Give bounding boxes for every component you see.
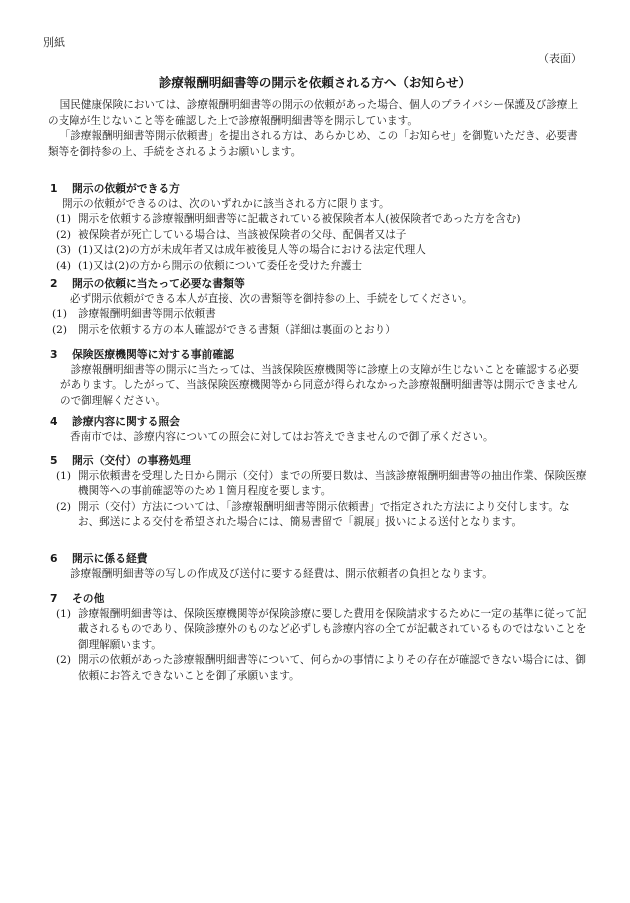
item-marker: (1): [56, 213, 72, 225]
section-title: 診療内容に関する照会: [72, 415, 180, 428]
section-heading: [48, 347, 588, 363]
section-heading: [48, 453, 588, 469]
item-marker: (4): [56, 259, 72, 272]
intro: [48, 98, 588, 160]
section-eligible-requesters: [48, 181, 588, 274]
item-text: 開示依頼書を受理した日から開示（交付）までの所要日数は、当該診療報酬明細書等の抽出作業、保険医療機関等への事前確認等のため１箇月程度を要します。: [78, 469, 587, 497]
section-costs: [48, 551, 588, 582]
item-text: 開示の依頼があった診療報酬明細書等について、何らかの事情によりその存在が確認できない場合には、御依頼にお答えできないことを御了承願います。: [78, 654, 586, 682]
section-title: 開示に係る経費: [72, 552, 148, 565]
list-item: [48, 228, 588, 244]
list-item: [48, 469, 588, 500]
item-marker: (2): [56, 500, 72, 513]
item-text: 開示を依頼する診療報酬明細書等に記載されている被保険者本人(被保険者であった方を含む): [78, 213, 521, 225]
list-item: [48, 653, 588, 684]
item-text: (1)又は(2)の方が未成年者又は成年被後見人等の場合における法定代理人: [78, 244, 426, 256]
list-item: [48, 212, 588, 228]
document-title: 診療報酬明細書等の開示を依頼される方へ（お知らせ）: [158, 75, 472, 90]
list-item: [48, 500, 588, 531]
section-text: 開示の依頼ができるのは、次のいずれかに該当される方に限ります。: [62, 197, 390, 210]
side-label: （表面）: [538, 52, 582, 65]
intro-paragraph: 「診療報酬明細書等開示依頼書」を提出される方は、あらかじめ、この「お知らせ」を御覧いただき、必要書類等を御持参の上、手続をされるようお願いします。: [48, 130, 578, 158]
list-item: [48, 243, 588, 259]
section-prior-confirmation: [48, 347, 588, 409]
item-text: 開示を依頼する方の本人確認ができる書類（詳細は裏面のとおり）: [78, 323, 396, 336]
section-title: 開示の依頼ができる方: [72, 182, 180, 195]
section-number: 4: [50, 415, 58, 428]
section-title: 開示（交付）の事務処理: [72, 454, 191, 467]
section-heading: [48, 414, 588, 430]
intro-paragraph: 国民健康保険においては、診療報酬明細書等の開示の依頼があった場合、個人のプライバシー保護及び診療上の支障が生じないこと等を確認した上で診療報酬明細書等を開示しています。: [48, 99, 579, 127]
section-text: 診療報酬明細書等の開示に当たっては、当該保険医療機関等に診療上の支障が生じないことを確認する必要があります。したがって、当該保険医療機関等から同意が得られなかった診療報酬明細書等は開示できませんので御理解ください。: [60, 363, 580, 407]
section-other: [48, 591, 588, 684]
item-text: 診療報酬明細書等は、保険医療機関等が保険診療に要した費用を保険請求するために一定の基準に従って記載されるものであり、保険診療外のものなど必ずしも診療内容の全てが記載されているものではないことを御理解願います。: [78, 607, 587, 651]
section-title: 保険医療機関等に対する事前確認: [72, 348, 234, 361]
item-marker: (1): [56, 469, 72, 482]
section-number: 6: [50, 552, 58, 565]
section-text: 診療報酬明細書等の写しの作成及び送付に要する経費は、開示依頼者の負担となります。: [70, 567, 493, 580]
item-marker: (2): [56, 228, 72, 241]
section-title: その他: [72, 592, 105, 605]
item-marker: (3): [56, 244, 72, 256]
section-text: 必ず開示依頼ができる本人が直接、次の書類等を御持参の上、手続をしてください。: [70, 292, 473, 305]
item-marker: (1): [52, 308, 68, 320]
section-title: 開示の依頼に当たって必要な書類等: [72, 277, 245, 290]
section-heading: [48, 551, 588, 567]
item-text: 診療報酬明細書等開示依頼書: [78, 308, 216, 320]
section-text: 香南市では、診療内容についての照会に対してはお答えできませんので御了承ください。: [70, 430, 494, 443]
item-marker: (1): [56, 607, 72, 620]
section-number: 5: [50, 454, 58, 467]
item-text: 開示（交付）方法については、「診療報酬明細書等開示依頼書」で指定された方法により交付します。なお、郵送による交付を希望された場合には、簡易書留で「親展」扱いによる送付となります。: [78, 500, 570, 528]
list-item: [48, 259, 588, 275]
section-heading: [48, 276, 588, 292]
section-heading: [48, 591, 588, 607]
section-required-documents: [48, 276, 588, 338]
list-item: [48, 307, 588, 323]
annex-label: 別紙: [43, 36, 65, 49]
section-treatment-inquiry: [48, 414, 588, 445]
item-text: 被保険者が死亡している場合は、当該被保険者の父母、配偶者又は子: [78, 228, 407, 241]
section-number: 3: [50, 348, 58, 361]
list-item: [48, 323, 588, 339]
section-heading: [48, 181, 588, 197]
section-number: 7: [50, 592, 58, 605]
section-processing: [48, 453, 588, 531]
section-number: 2: [50, 277, 58, 290]
section-number: 1: [50, 182, 58, 195]
item-marker: (2): [56, 654, 72, 666]
list-item: [48, 607, 588, 654]
item-marker: (2): [52, 323, 68, 336]
item-text: (1)又は(2)の方から開示の依頼について委任を受けた弁護士: [78, 259, 363, 272]
